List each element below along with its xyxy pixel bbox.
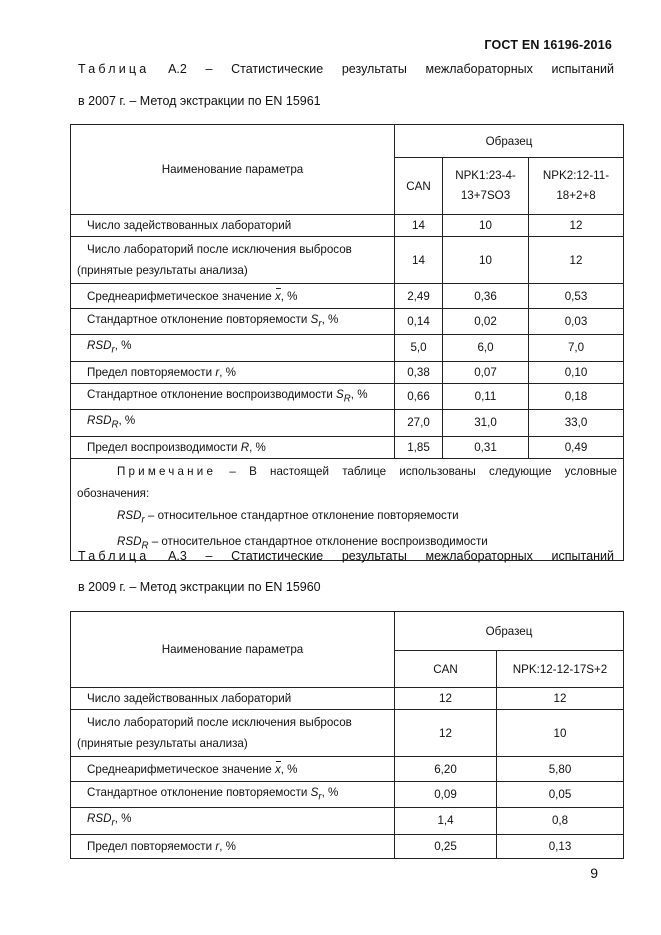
value-cell: 14 [395,237,443,284]
value-cell: 6,0 [443,335,529,361]
caption-dash: – [205,549,213,563]
table-row [71,284,624,309]
value-cell: 0,49 [529,436,624,458]
value-cell: 12 [529,237,624,284]
note-line2: обозначения: [77,486,150,500]
sample-npk1: NPK1:23-4- 13+7SO3 [443,158,529,215]
table-row [71,309,624,335]
table-row [71,361,624,383]
caption-word-2: результаты [341,549,407,563]
table-row [71,808,624,834]
caption-word: Таблица [78,62,150,76]
row-name: Предел воспроизводимости R, % [71,436,395,458]
value-cell: 0,07 [443,361,529,383]
value-cell: 0,66 [395,383,443,409]
table-row [71,834,624,858]
table-row [71,710,624,757]
sample-npk2: NPK2:12-11- 18+2+8 [529,158,624,215]
row-name: $RSD_R$, % [71,409,395,436]
head-sample-cell: Образец [395,125,624,158]
sample-npk: NPK:12-12-17S+2 [497,651,624,688]
row-name: Предел повторяемости r, % [71,361,395,383]
table-row [71,688,624,710]
page-number: 9 [590,865,598,881]
value-cell: 0,8 [497,808,624,834]
value-cell: 12 [497,688,624,710]
note-def-rsdr: $RSD_r$ – относительное стандартное отклонение повторяемости [117,508,459,526]
value-cell: 0,18 [529,383,624,409]
value-cell: 12 [395,688,497,710]
row-name [71,237,395,284]
row-name-line1: Число лабораторий после исключения выбросов [87,716,352,729]
caption-word-3: межлабораторных [425,549,533,563]
value-cell: 0,31 [443,436,529,458]
value-cell: 1,85 [395,436,443,458]
caption-word-4: испытаний [551,549,614,563]
note-def-rsdR: $RSD_R$ – относительное стандартное отклонение воспроизводимости [117,535,488,552]
value-cell: 2,49 [395,284,443,309]
value-cell: 0,10 [529,361,624,383]
row-name: Стандартное отклонение повторяемости $S_r$, % [71,782,395,808]
value-cell: 12 [529,215,624,237]
caption-number: А.3 [168,549,187,563]
value-cell: 0,36 [443,284,529,309]
value-cell: 31,0 [443,409,529,436]
head-param-cell: Наименование параметра [71,612,395,688]
value-cell: 0,13 [497,834,624,858]
value-cell: 0,25 [395,834,497,858]
note-dash: – [229,464,236,478]
table-note-row [71,458,624,560]
document-standard-code: ГОСТ EN 16196-2016 [484,38,612,52]
mean-symbol: x [275,759,281,780]
table-row [71,237,624,284]
head-param-cell: Наименование параметра [71,125,395,215]
value-cell: 0,53 [529,284,624,309]
sample-can: CAN [395,158,443,215]
note-word: использованы [399,464,476,478]
row-name: $RSD_r$, % [71,808,395,834]
table-a2 [70,124,624,561]
sample-can: CAN [395,651,497,688]
value-cell: 0,05 [497,782,624,808]
caption-word-1: Статистические [231,62,324,76]
value-cell: 10 [443,237,529,284]
table-a3-caption-line1 [78,549,614,563]
value-cell: 14 [395,215,443,237]
caption-number: А.2 [168,62,187,76]
note-word: условные [564,464,617,478]
value-cell: 7,0 [529,335,624,361]
caption-word-1: Статистические [231,549,324,563]
value-cell: 0,02 [443,309,529,335]
note-line1 [77,461,617,483]
table-row [71,409,624,436]
head-sample-cell: Образец [395,612,624,651]
row-name-line1: Число лабораторий после исключения выбросов [87,243,352,256]
mean-symbol: x [275,286,281,307]
row-name: Предел повторяемости r, % [71,834,395,858]
caption-word-4: испытаний [551,62,614,76]
value-cell: 27,0 [395,409,443,436]
row-name [71,710,395,757]
row-name: Среднеарифметическое значение x, % [71,284,395,309]
note-word: В [249,464,257,478]
table-a3 [70,611,624,859]
note-word: следующие [489,464,552,478]
table-row [71,782,624,808]
value-cell: 33,0 [529,409,624,436]
value-cell: 1,4 [395,808,497,834]
table-note [71,458,624,560]
table-a2-caption-line1 [78,62,614,76]
row-name: Число задействованных лабораторий [71,215,395,237]
value-cell: 5,80 [497,757,624,782]
value-cell: 0,11 [443,383,529,409]
table-row [71,383,624,409]
value-cell: 0,03 [529,309,624,335]
table-a3-caption-line2: в 2009 г. – Метод экстракции по EN 15960 [78,580,321,594]
caption-word: Таблица [78,549,150,563]
value-cell: 10 [497,710,624,757]
table-row [71,757,624,782]
caption-word-3: межлабораторных [425,62,533,76]
value-cell: 0,14 [395,309,443,335]
value-cell: 0,38 [395,361,443,383]
note-word: таблице [342,464,387,478]
note-word: настоящей [270,464,329,478]
table-row [71,215,624,237]
row-name-line2: (принятые результаты анализа) [77,737,248,750]
row-name: Среднеарифметическое значение x, % [71,757,395,782]
table-row [71,436,624,458]
table-a2-caption-line2: в 2007 г. – Метод экстракции по EN 15961 [78,94,321,108]
value-cell: 6,20 [395,757,497,782]
row-name: $RSD_r$, % [71,335,395,361]
value-cell: 0,09 [395,782,497,808]
table-row [71,335,624,361]
value-cell: 10 [443,215,529,237]
caption-dash: – [205,62,213,76]
row-name: Стандартное отклонение повторяемости $S_r$, % [71,309,395,335]
caption-word-2: результаты [341,62,407,76]
value-cell: 12 [395,710,497,757]
row-name-line2: (принятые результаты анализа) [77,264,248,277]
note-label: Примечание [117,464,217,478]
row-name: Стандартное отклонение воспроизводимости $S_R$, % [71,383,395,409]
row-name: Число задействованных лабораторий [71,688,395,710]
value-cell: 5,0 [395,335,443,361]
